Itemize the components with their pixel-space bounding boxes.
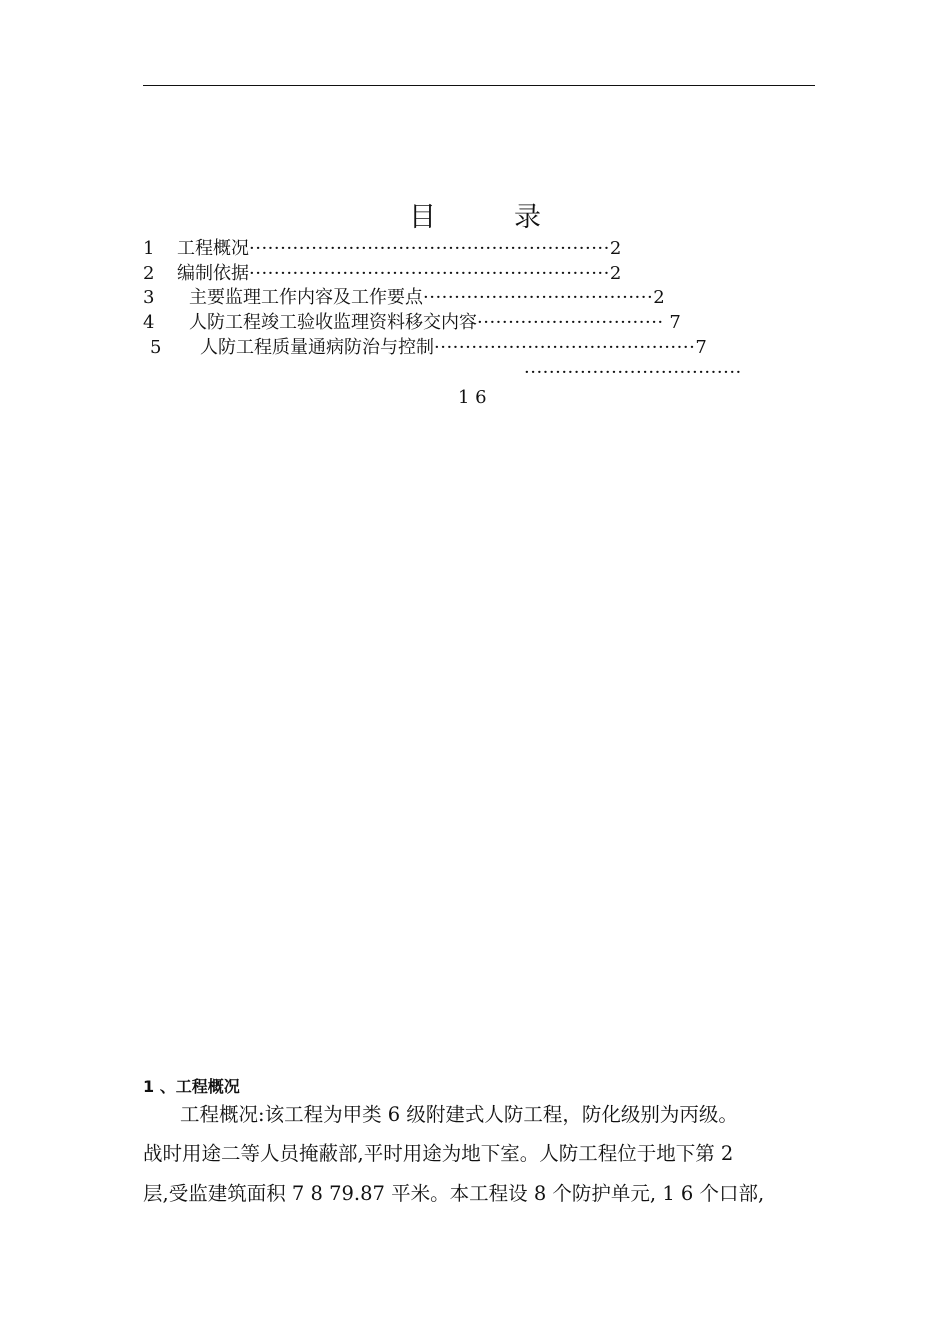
toc-entry-number: 5 xyxy=(150,337,162,358)
body-text-line: 战时用途二等人员掩蔽部,平时用途为地下室。人防工程位于地下第 2 xyxy=(143,1142,734,1165)
toc-entry-page: 2 xyxy=(609,238,622,259)
toc-entry-number: 4 xyxy=(143,312,155,333)
toc-entry-leader: ·························································· xyxy=(249,263,610,284)
toc-entry-leader: ·························································· xyxy=(249,238,610,259)
toc-overflow-page: 1 6 xyxy=(458,387,487,408)
toc-title-right: 录 xyxy=(514,202,541,233)
toc-entry-title: 主要监理工作内容及工作要点 xyxy=(189,287,423,308)
toc-entry-leader: ······························ xyxy=(477,312,664,333)
toc-entry-title: 工程概况 xyxy=(177,238,249,259)
toc-entry-1[interactable] xyxy=(143,237,621,261)
toc-title xyxy=(0,195,950,234)
toc-entry-5[interactable] xyxy=(150,336,707,360)
body-text-line: 工程概况:该工程为甲类 6 级附建式人防工程，防化级别为丙级。 xyxy=(180,1103,738,1126)
toc-entry-number: 2 xyxy=(143,263,155,284)
toc-entry-4[interactable] xyxy=(143,311,681,335)
toc-entry-page: 2 xyxy=(609,263,622,284)
toc-entry-page: 7 xyxy=(695,337,707,358)
header-rule xyxy=(143,85,815,86)
toc-overflow-leader: ··································· xyxy=(524,362,742,383)
toc-entry-number: 3 xyxy=(143,287,155,308)
toc-title-left: 目 xyxy=(409,202,436,233)
toc-entry-3[interactable] xyxy=(143,286,665,310)
section-heading: 1 、工程概况 xyxy=(143,1077,240,1096)
toc-entry-leader: ····································· xyxy=(423,287,654,308)
toc-entry-title: 人防工程竣工验收监理资料移交内容 xyxy=(189,312,477,333)
toc-entry-page: 7 xyxy=(663,312,681,333)
toc-entry-title: 人防工程质量通病防治与控制 xyxy=(200,337,434,358)
toc-entry-leader: ·········································· xyxy=(434,337,696,358)
body-text-line: 层,受监建筑面积 7 8 79.87 平米。本工程设 8 个防护单元, 1 6 个口部, xyxy=(143,1182,765,1205)
toc-entry-2[interactable] xyxy=(143,262,621,286)
toc-entry-title: 编制依据 xyxy=(177,263,249,284)
toc-entry-page: 2 xyxy=(653,287,665,308)
toc-entry-number: 1 xyxy=(143,238,155,259)
